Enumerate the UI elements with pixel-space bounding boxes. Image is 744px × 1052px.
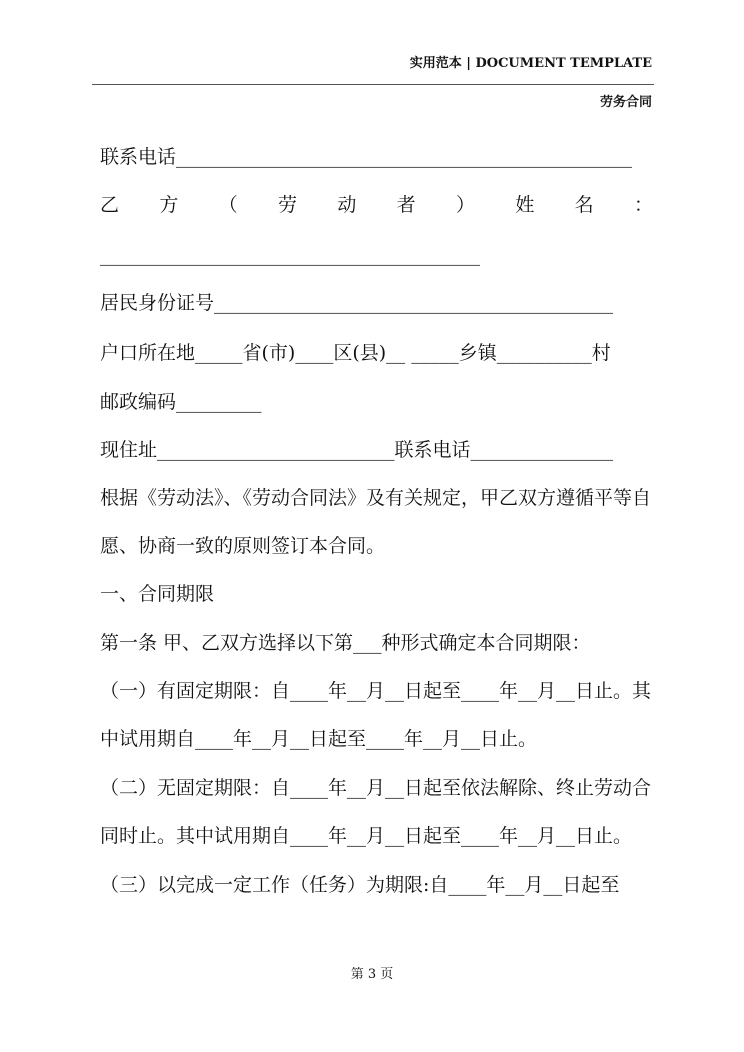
line-name-blank: ________________________________________	[100, 244, 480, 266]
clause-1-line-1: （一）有固定期限：自____年__月__日起至____年__月__日止。其	[100, 680, 652, 702]
line-household: 户口所在地_____省(市)____区(县)__ _____乡镇__________村	[100, 342, 611, 364]
line-contact-phone: 联系电话________________________________________________	[100, 146, 633, 168]
line-address: 现住址_________________________联系电话_______________	[100, 439, 614, 461]
clause-1-line-2: 中试用期自____年__月__日起至____年__月__日止。	[100, 728, 538, 750]
line-id-number: 居民身份证号__________________________________________	[100, 292, 614, 314]
header-subtitle: 劳务合同	[599, 95, 652, 110]
clause-3-line-1: （三）以完成一定工作（任务）为期限:自____年__月__日起至	[100, 874, 620, 896]
header-title: 实用范本 | DOCUMENT TEMPLATE	[409, 56, 652, 71]
line-party-b-name: 乙 方 （ 劳 动 者 ） 姓 名 ：	[100, 194, 653, 216]
header-rule	[92, 84, 654, 85]
section-heading-term: 一、合同期限	[100, 583, 215, 605]
article-1: 第一条 甲、乙双方选择以下第___种形式确定本合同期限：	[100, 632, 591, 654]
page-number: 第 3 页	[350, 967, 394, 982]
clause-2-line-2: 同时止。其中试用期自____年__月__日起至____年__月__日止。	[100, 825, 633, 847]
paragraph-basis-1: 根据《劳动法》、《劳动合同法》及有关规定，甲乙双方遵循平等自	[100, 487, 652, 509]
clause-2-line-1: （二）无固定期限：自____年__月__日起至依法解除、终止劳动合	[100, 777, 652, 799]
line-postcode: 邮政编码_________	[100, 391, 262, 413]
paragraph-basis-2: 愿、协商一致的原则签订本合同。	[100, 535, 386, 557]
